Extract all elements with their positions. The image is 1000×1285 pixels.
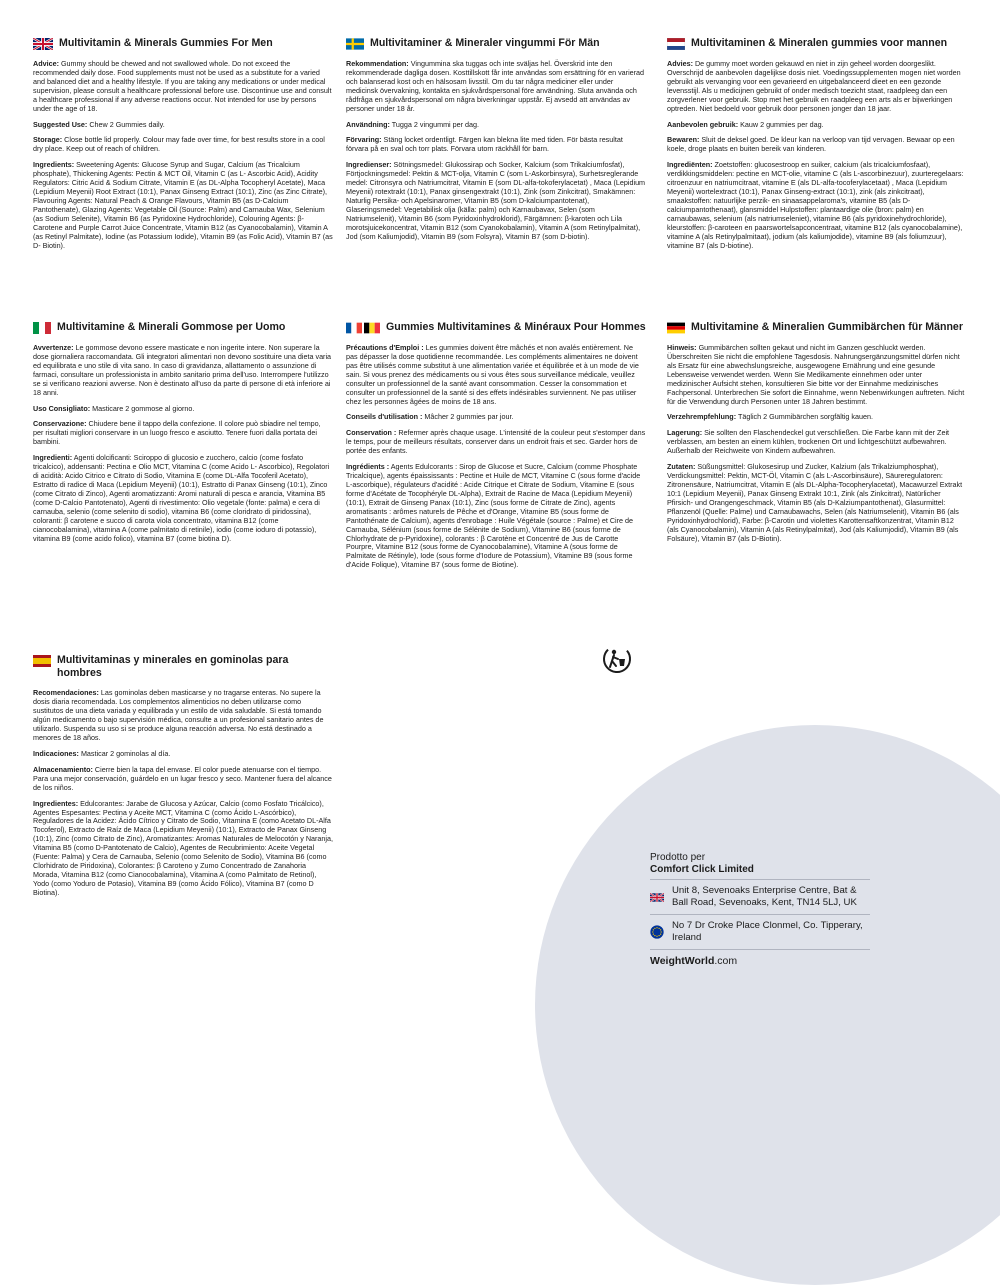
eu-flag-icon [650, 925, 664, 939]
sweden-flag-icon [346, 38, 364, 50]
use-paragraph [346, 121, 646, 130]
produced-by-label: Prodotto per [650, 852, 706, 863]
section-header [667, 37, 967, 50]
advice-paragraph [667, 60, 967, 114]
website-tld: .com [714, 954, 738, 967]
storage-paragraph [346, 429, 646, 456]
website-link[interactable] [650, 955, 870, 967]
storage-label: Förvaring: [346, 135, 382, 145]
section-title: Multivitaminen & Mineralen gummies voor mannen [691, 37, 948, 49]
ingredients-paragraph [33, 454, 333, 543]
company-name: Comfort Click Limited [650, 864, 870, 880]
use-text: Mâcher 2 gummies par jour. [424, 412, 514, 422]
section-header [346, 37, 646, 50]
advice-text: Las gominolas deben masticarse y no tragarse enteras. No supere la dosis diaria recomendada. Los complementos alimenticios no deben utilizarse como sustitutos de una dieta variada y equilibrada y un estilo de vida saludable. Si está tomando algún medicamento o bajo supervisión médica, consulte a un profesional sanitario antes de utilizarlo. Suspenda su uso si se produce alguna reacción adversa. No está destinado a menores de 18 años. [33, 688, 324, 743]
storage-label: Conservation : [346, 428, 397, 438]
section-header [33, 654, 333, 679]
section-title: Multivitaminer & Mineraler vingummi För Män [370, 37, 600, 49]
uk-flag-icon [650, 893, 664, 902]
storage-label: Lagerung: [667, 428, 703, 438]
section-dutch [667, 37, 967, 258]
use-label: Aanbevolen gebruik: [667, 119, 739, 129]
ingredients-text: Zoetstoffen: glucosestroop en suiker, calcium (als tricalciumfosfaat), verdikkingsmiddelen: pectine en MCT-olie, vitamine C (als L-ascorbinezuur), zuurteregelaars: citroenzuur en natriumcitraat, vitamine E (als DL-alfa-tocoferylacetaat) , Maca (Lepidium Meyenii) wortelextract (10:1), Panax Ginseng-extract (10:1), zink (als zinkcitraat), smaakstoffen: natuurlijke perzik- en sinaasappelaroma's, vitamine B5 (als D-calciumpantothenaat), glansmiddel Hulpstoffen: plantaardige olie (bron: palm) en carnaubawas, selenium (als natriumseleniet), vitamine B6 (als pyridoxinehydrochloride), kleurstoffen: β-caroteen en paarswortelsapconcentraat, vitamine B12 (als cyanocobalamine), vitamine A (als Retinylpalmitaat), jodium (als kaliumjodide), vitamine B9 (als foliumzuur), vitamine B7 (als D-biotine). [667, 160, 964, 250]
use-paragraph [667, 121, 967, 130]
ingredients-text: Agenti dolcificanti: Sciroppo di glucosio e zucchero, calcio (come fosfato tricalcico), addensanti: Pectina e Olio MCT, Vitamina C (come Acido L- Ascorbico), Regolatori di acidità: Acido Citrico e Citrato di Sodio, Vitamina E (come DL-Alfa Tocoferil Acetato), Estratto di radice di Maca (Lepidium Meyenii) (10:1), Estratto di Panax Ginseng (10:1), Zinco (come Citrato di Zinco), Agenti aromatizzanti: Aromi naturali di pesca e arancia, Vitamina B5 (come D-Calcio Pantotenato), Agenti di rivestimento: Olio vegetale (fonte: palma) e cera di carnauba, selenio (come selenito di sodio), vitamina B6 (come cloridrato di piridossina), coloranti: β carotene e succo di carota viola concentrato, vitamina B12 (come cianocobalamina), vitamina A (come palmitato di retinile), iodio (come ioduro di potassio), vitamina B9 (come acido folico), vitamina B7 (come biotina D). [33, 453, 330, 543]
advice-text: Gummy should be chewed and not swallowed whole. Do not exceed the recommended daily dose. Food supplements must not be used as a substitute for a varied and balanced diet and a healthy lifestyle. If you are taking any medications or under medical supervision, please consult a healthcare professional before use. Discontinue use and consult a healthcare professional if any adverse reactions occur. Not intended for use by persons under the age of 18. [33, 59, 332, 113]
advice-label: Avvertenze: [33, 343, 74, 352]
use-paragraph [346, 413, 646, 422]
netherlands-flag-icon [667, 38, 685, 50]
advice-text: De gummy moet worden gekauwd en niet in zijn geheel worden doorgeslikt. Overschrijd de aanbevolen dagelijkse dosis niet. Voedingssupplementen mogen niet worden gebruikt als vervanging voor een gevarieerd en uitgebalanceerd dieet en een gezonde levensstijl. Als u medicijnen gebruikt of onder medisch toezicht staat, raadpleeg dan een zorgverlener voor gebruik. Stop met het gebruik en raadpleeg een arts als er bijwerkingen optreden. Niet bedoeld voor gebruik door personen jonger dan 18 jaar. [667, 59, 961, 113]
ingredients-text: Edulcorantes: Jarabe de Glucosa y Azúcar, Calcio (como Fosfato Tricálcico), Agentes Espesantes: Pectina y Aceite MCT, Vitamina C (como Ácido L-Ascórbico), Reguladores de la Acidez: Ácido Cítrico y Citrato de Sodio, Vitamina E (como Acetato DL-Alfa Tocoferol), Extracto de Raíz de Maca (Lepidium Meyenii) (10:1), Extracto de Panax Ginseng (10:1), Zinc (como Citrato de Zinc), Aromatizantes: Aromas Naturales de Melocotón y Naranja, Vitamina B5 (como D-Pantotenato de Calcio), Agentes de Recubrimiento: Aceite Vegetal (Fuente: Palma) y Cera de Carnauba, Selenio (como Selenito de Sodio), Vitamina B6 (como Clorhidrato de Piridoxina), Colorantes: β Caroteno y Zumo Concentrado de Zanahoria Morada, Vitamina B12 (como Cianocobalamina), Vitamina A (como Palmitato de Retinol), Yodo (como Yoduro de Potasio), Vitamina B9 (como Ácido Fólico), Vitamina B7 (como D Biotina). [33, 798, 333, 897]
ingredients-text: Sötningsmedel: Glukossirap och Socker, Kalcium (som Trikalciumfosfat), Förtjockningsmedel: Pektin & MCT-olja, Vitamin C (som L-Askorbinsyra), Surhetsreglerande medel: Citronsyra och Natriumcitrat, Vitamin E (som DL-alfa-tokoferylacetat) , Maca (Lepidium Meyenii) rotextrakt (10:1), Panax ginsengextrakt (10:1), Zink (som Zinkcitrat), Smakämnen: Naturlig Persika- och Apelsinaromer, Vitamin B5 (som D-kalciumpantotenat), Glaseringsmedel: Vegetabilisk olja (källa: palm) och Karnaubavax, Selen (som Natriumselenit), Vitamin B6 (som Pyridoxinhydroklorid), Färgämnen: β-karoten och Lila morotsjuicekoncentrat, Vitamin B12 (som Cyanokobalamin), Vitamin A (som Retinylpalmitat), Jod (som Kaliumjodid), Vitamin B9 (som Folsyra), Vitamin B7 (som D-biotin). [346, 160, 646, 241]
storage-label: Bewaren: [667, 135, 700, 145]
use-text: Kauw 2 gummies per dag. [740, 119, 824, 129]
section-title: Gummies Multivitamines & Minéraux Pour Hommes [386, 321, 646, 333]
use-label: Verzehrempfehlung: [667, 412, 737, 422]
website-brand: WeightWorld [650, 954, 715, 967]
ingredients-label: Zutaten: [667, 462, 696, 472]
section-header [33, 321, 333, 334]
advice-label: Rekommendation: [346, 59, 409, 68]
ingredients-paragraph [346, 463, 646, 570]
section-title: Multivitamine & Minerali Gommose per Uomo [57, 321, 286, 333]
uk-address-block [650, 885, 870, 915]
section-header [346, 321, 646, 334]
advice-paragraph [33, 60, 333, 114]
uk-address: Unit 8, Sevenoaks Enterprise Centre, Bat & Ball Road, Sevenoaks, Kent, TN14 5LJ, UK [672, 885, 857, 909]
section-title: Multivitamine & Mineralien Gummibärchen für Männer [691, 321, 963, 333]
section-title: Multivitaminas y minerales en gominolas para hombres [57, 654, 289, 679]
use-paragraph [33, 405, 333, 414]
advice-label: Recomendaciones: [33, 688, 99, 698]
use-text: Täglich 2 Gummibärchen sorgfältig kauen. [737, 412, 874, 422]
advice-text: Vingummina ska tuggas och inte sväljas hel. Överskrid inte den rekommenderade dagliga dosen. Kosttillskott får inte användas som ersättning för en varierad och balanserad kost och en hälsosam livsstil. Om du tar några mediciner eller under medicinsk övervakning, kontakta en sjukvårdspersonal före användning. Sluta använda och rådfråga en sjukvårdspersonal om några biverkningar uppstår. Ej avsedd att användas av personer under 18 år. [346, 59, 645, 113]
storage-paragraph [667, 429, 967, 456]
ingredients-paragraph [667, 161, 967, 250]
storage-paragraph [33, 766, 333, 793]
use-text: Masticar 2 gominolas al día. [80, 748, 171, 758]
decorative-circle [535, 725, 1000, 1285]
section-french [346, 321, 646, 577]
eu-address: No 7 Dr Croke Place Clonmel, Co. Tipperary, Ireland [672, 919, 863, 944]
ingredients-text: Sweetening Agents: Glucose Syrup and Sugar, Calcium (as Tricalcium phosphate), Thickening Agents: Pectin & MCT Oil, Vitamin C (as L- Ascorbic Acid), Acidity Regulators: Citric Acid & Sodium Citrate, Vitamin E (as DL-Alpha Tocopheryl Acetate), Maca (Lepidium Meyenii) Root Extract (10:1), Panax Ginseng Extract (10:1), Zinc (as Zinc Citrate), Flavouring Agents: Natural Peach & Orange Flavours, Vitamin B5 (as D-Calcium Pantothenate), Glazing Agents: Vegetable Oil (Source: Palm) and Carnauba Wax, Selenium (as Sodium Selenite), Vitamin B6 (as Pyridoxine Hydrochloride), Colouring Agents: β-Carotene and Purple Carrot Juice Concentrate, Vitamin B12 (as Cyanocobalamin), Vitamin A (as Retinyl Palmitate), Iodine (as Potassium Iodide), Vitamin B9 (as Folic Acid), Vitamin B7 (as D- Biotin). [33, 160, 333, 250]
advice-text: Gummibärchen sollten gekaut und nicht im Ganzen geschluckt werden. Überschreiten Sie nicht die empfohlene Tagesdosis. Nahrungsergänzungsmittel dürfen nicht als Ersatz für eine abwechslungsreiche, ausgewogene Ernährung und eine gesunde Lebensweise verwendet werden. Wenn Sie Medikamente einnehmen oder unter medizinischer Aufsicht stehen, konsultieren Sie bitte vor der Einnahme medizinisches Fachpersonal. Unterbrechen Sie sofort die Einnahme, wenn Nebenwirkungen auftreten. Nicht für die Verwendung durch Personen unter 18 Jahren bestimmt. [667, 343, 965, 406]
storage-paragraph [346, 136, 646, 154]
storage-paragraph [33, 136, 333, 154]
manufacturer-info [650, 852, 870, 967]
section-german [667, 321, 967, 550]
use-paragraph [667, 413, 967, 422]
advice-label: Précautions d'Emploi : [346, 343, 424, 352]
advice-paragraph [346, 344, 646, 406]
use-label: Suggested Use: [33, 119, 88, 129]
storage-label: Almacenamiento: [33, 764, 93, 774]
storage-paragraph [33, 420, 333, 447]
storage-label: Storage: [33, 135, 63, 145]
ingredients-paragraph [33, 161, 333, 250]
use-text: Tugga 2 vingummi per dag. [391, 119, 480, 129]
use-paragraph [33, 121, 333, 130]
ingredients-text: Süßungsmittel: Glukosesirup und Zucker, Kalzium (als Trikalziumphosphat), Verdickungsmittel: Pektin, MCT-Öl, Vitamin C (als L-Ascorbinsäure), Säureregulatoren: Zitronensäure, Natriumcitrat, Vitamin E (als DL-Alpha-Tocopherylacetat), Macawurzel Extrakt 10:1 (Lepidium Meyenii), Panax Ginseng Extrakt 10:1, Zink (als Zinkcitrat), Natürlicher Pfirsich- und Orangengeschmack, Vitamin B5 (als D-Kalziumpantothenat), Glasurmittel: Pflanzenöl (Quelle: Palme) und Carnaubawachs, Selen (als Natriumselenit), Vitamin B6 (als Pyridoxinhydrochlorid), Farbe: β-Carotin und violettes Karottensaftkonzentrat, Vitamin B12 (als Cyanocobalamin), Vitamin A (als Retinylpalmitat), Jod (als Kaliumjodid), Vitamin B9 (als Folsäure), Vitamin B7 (als D-Biotin). [667, 462, 963, 543]
belgium-flag-icon [364, 322, 380, 334]
use-label: Användning: [346, 119, 390, 129]
section-italian [33, 321, 333, 550]
section-spanish [33, 654, 333, 905]
ingredients-paragraph [33, 800, 333, 898]
advice-text: Les gummies doivent être mâchés et non avalés entièrement. Ne pas dépasser la dose quotidienne recommandée. Les compléments alimentaires ne doivent pas être utilisés comme substitut à une alimentation variée et équilibrée et à un mode de vie sain. Si vous prenez des médicaments ou si vous êtes sous surveillance médicale, veuillez consulter un professionnel de la santé avant consommation. Cesser la consommation et consulter un professionnel de la santé si des effets indésirables surviennent. Ne pas utiliser chez les personnes âgées de moins de 18 ans. [346, 343, 639, 406]
advice-paragraph [346, 60, 646, 114]
storage-text: Refermer après chaque usage. L'intensité de la couleur peut s'estomper dans le temps, pour de meilleurs résultats, conserver dans un endroit frais et sec. Garder hors de portée des enfants. [346, 428, 646, 456]
section-header [667, 321, 967, 334]
advice-label: Advice: [33, 59, 59, 68]
advice-paragraph [667, 344, 967, 406]
advice-label: Hinweis: [667, 343, 697, 352]
advice-label: Advies: [667, 59, 693, 68]
ingredients-label: Ingredients: [33, 160, 75, 170]
section-title: Multivitamin & Minerals Gummies For Men [59, 37, 273, 49]
ingredients-paragraph [667, 463, 967, 543]
tidyman-disposal-icon [602, 644, 632, 674]
section-english [33, 37, 333, 258]
storage-paragraph [667, 136, 967, 154]
advice-paragraph [33, 344, 333, 398]
use-text: Masticare 2 gommose al giorno. [92, 403, 195, 413]
ingredients-label: Ingredienti: [33, 453, 73, 463]
ingredients-label: Ingredienser: [346, 160, 392, 170]
eu-address-block [650, 920, 870, 950]
spain-flag-icon [33, 655, 51, 667]
advice-paragraph [33, 689, 333, 743]
uk-flag-icon [33, 38, 53, 50]
section-swedish [346, 37, 646, 249]
storage-text: Stäng locket ordentligt. Färgen kan blekna lite med tiden. För bästa resultat förvara på en sval och torr plats. Förvara utom räckhåll för barn. [346, 135, 623, 154]
storage-text: Chiudere bene il tappo della confezione. Il colore può sbiadire nel tempo, per risultati migliori conservare in un luogo fresco e asciutto. Tenere fuori dalla portata dei bambini. [33, 419, 321, 447]
use-label: Uso Consigliato: [33, 403, 91, 413]
advice-text: Le gommose devono essere masticate e non ingerite intere. Non superare la dose giornaliera raccomandata. Gli integratori alimentari non devono sostituire una dieta varia ed equilibrata e uno stile di vita sano. In caso di gravidanza, allattamento o assunzione di farmaci, consultare un professionista in ambito sanitario prima dell'uso. Interrompere l'utilizzo se si verificano reazioni avverse. Non è destinato all'uso da parte di persone di età inferiore ai 18 anni. [33, 343, 332, 397]
use-paragraph [33, 750, 333, 759]
storage-text: Close bottle lid properly. Colour may fade over time, for best results store in a cool dry place. Keep out of reach of children. [33, 135, 325, 154]
storage-text: Sie sollten den Flaschendeckel gut verschließen. Die Farbe kann mit der Zeit verblassen, am besten an einem kühlen, trockenen Ort und lichtgeschützt aufbewahren. Außerhalb der Reichweite von Kindern aufbewahren. [667, 428, 950, 456]
ingredients-paragraph [346, 161, 646, 241]
storage-text: Cierre bien la tapa del envase. El color puede atenuarse con el tiempo. Para una mejor conservación, guárdelo en un lugar fresco y seco. Mantener fuera del alcance de los niños. [33, 764, 332, 792]
italy-flag-icon [33, 322, 51, 334]
france-flag-icon [346, 322, 362, 334]
use-label: Conseils d'utilisation : [346, 412, 423, 422]
section-header [33, 37, 333, 50]
storage-text: Sluit de deksel goed. De kleur kan na verloop van tijd vervagen. Bewaar op een koele, droge plaats en buiten bereik van kinderen. [667, 135, 955, 154]
ingredients-label: Ingrédients : [346, 462, 390, 472]
germany-flag-icon [667, 322, 685, 334]
storage-label: Conservazione: [33, 419, 87, 429]
use-text: Chew 2 Gummies daily. [89, 119, 165, 129]
ingredients-label: Ingredientes: [33, 798, 79, 808]
ingredients-label: Ingrediënten: [667, 160, 713, 170]
ingredients-text: Agents Edulcorants : Sirop de Glucose et Sucre, Calcium (comme Phosphate Tricalcique), agents épaississants : Pectine et Huile de MCT, Vitamine C (sous forme d'acide L-ascorbique), régulateurs d'acidité : Acide Citrique et Citrate de Sodium, Vitamine E (sous forme d'Acétate de Tocophéryle DL-Alpha), Extrait de Racine de Maca (Lepidium Meyenii) (10:1), Extrait de Ginseng Panax (10:1), Zinc (sous forme de Citrate de Zinc), agents aromatisants : arômes naturels de Pêche et d'Orange, Vitamine B5 (sous forme de Pantothénate de Calcium), agents d'enrobage : Huile Végétale (source : Palme) et Cire de Carnauba, Sélénium (sous forme de Sélénite de Sodium), Vitamine B6 (sous forme de Chlorhydrate de p-Pyridoxine), colorants : β Carotène et Concentré de Jus de Carotte Pourpre, Vitamine B12 (sous forme de Cyanocobalamine), Vitamine A (sous forme de Palmitate de Rétinyle), Iode (sous forme d'Iodure de Potassium), Vitamine B9 (sous forme d'Acide Folique), Vitamine B7 (sous forme de Biotine). [346, 462, 641, 570]
use-label: Indicaciones: [33, 748, 79, 758]
